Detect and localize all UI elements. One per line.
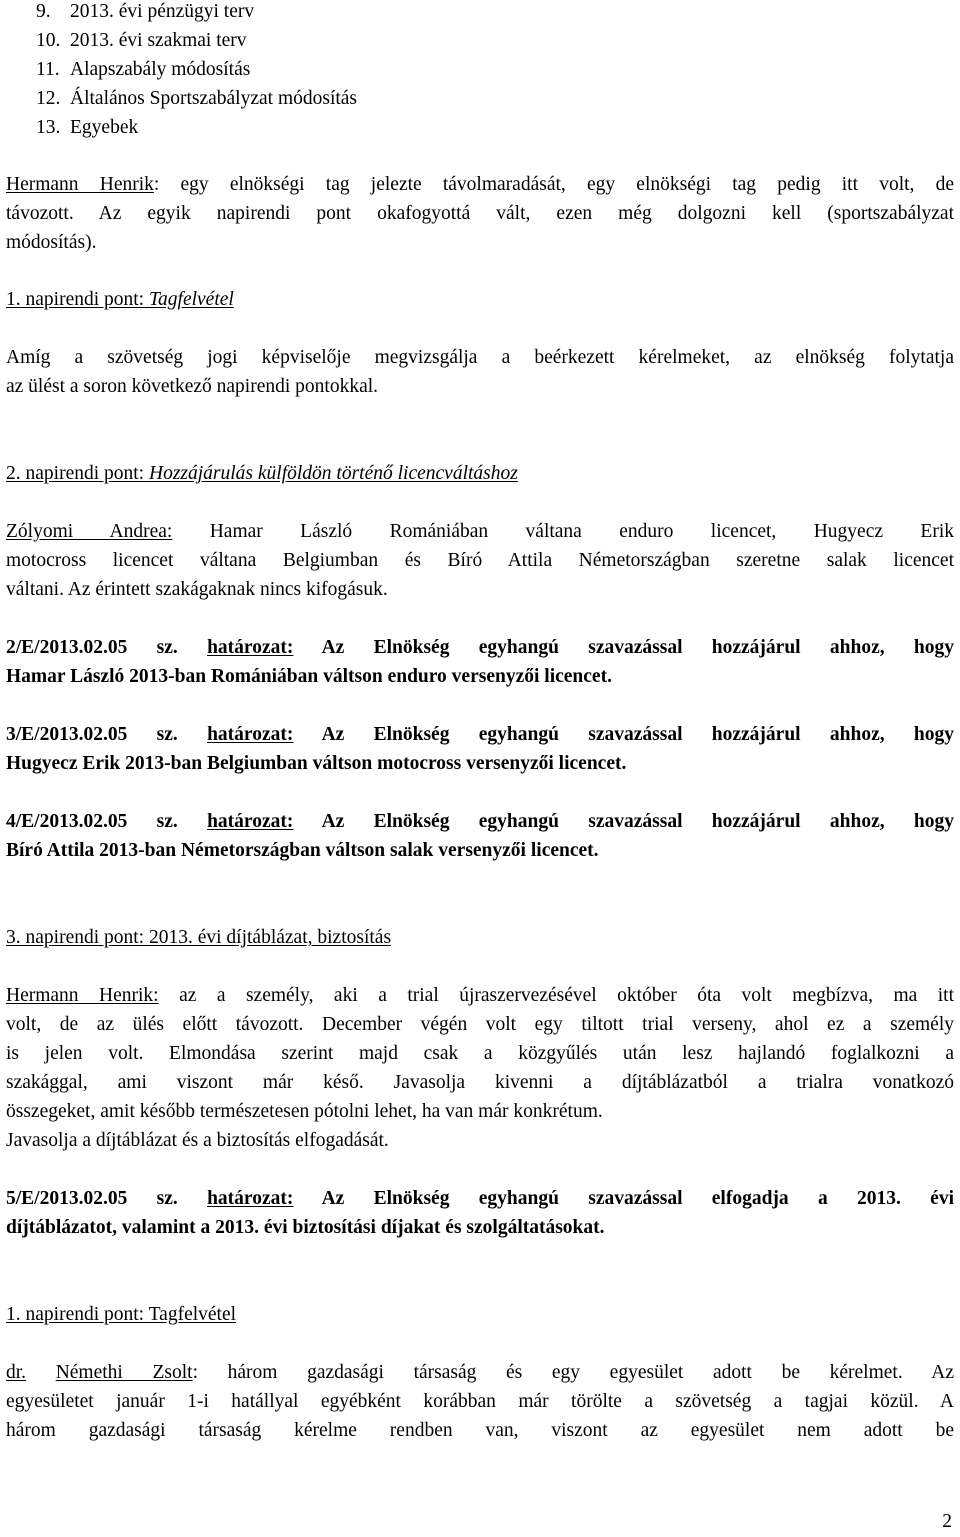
agenda-item: 11. Alapszabály módosítás — [36, 59, 251, 80]
speaker-name: Zólyomi Andrea: — [6, 521, 173, 542]
paragraph-line: Amíg a szövetség jogi képviselője megvizsgálja a beérkezett kérelmeket, az elnökség folytatja — [6, 347, 954, 368]
paragraph-line: Javasolja a díjtáblázat és a biztosítás elfogadását. — [6, 1130, 389, 1151]
paragraph-line: is jelen volt. Elmondása szerint majd csak a közgyűlés után lesz hajlandó foglalkozni a — [6, 1043, 954, 1064]
agenda-item: 12. Általános Sportszabályzat módosítás — [36, 88, 358, 109]
paragraph-line: szakággal, ami viszont már késő. Javasolja kivenni a díjtáblázatból a trialra vonatkozó — [6, 1072, 954, 1093]
intro-line: távozott. Az egyik napirendi pont okafogyottá vált, ezen még dolgozni kell (sportszabályzat — [6, 203, 954, 224]
resolution-line: Hugyecz Erik 2013-ban Belgiumban váltson motocross versenyzői licencet. — [6, 753, 627, 774]
paragraph-line: az ülést a soron következő napirendi pontokkal. — [6, 376, 379, 397]
paragraph-line: Hermann Henrik: az a személy, aki a trial újraszervezésével október óta volt megbízva, ma itt — [6, 985, 954, 1006]
speaker-name: Hermann Henrik: — [6, 985, 159, 1006]
paragraph-line: Zólyomi Andrea: Hamar László Romániában váltana enduro licencet, Hugyecz Erik — [6, 521, 954, 542]
resolution-line: 3/E/2013.02.05 sz. határozat: Az Elnökség egyhangú szavazással hozzájárul ahhoz, hogy — [6, 724, 954, 745]
agenda-item: 10. 2013. évi szakmai terv — [36, 30, 247, 51]
section-heading: 3. napirendi pont: 2013. évi díjtáblázat, biztosítás — [6, 927, 392, 948]
page-number: 2 — [942, 1511, 952, 1532]
speaker-name: Hermann Henrik — [6, 174, 154, 195]
speaker-name: Némethi Zsolt — [55, 1362, 193, 1383]
resolution-line: 5/E/2013.02.05 sz. határozat: Az Elnökség egyhangú szavazással elfogadja a 2013. évi — [6, 1188, 955, 1209]
paragraph-line: volt, de az ülés előtt távozott. December végén volt egy tiltott trial verseny, ahol ez a személy — [6, 1014, 954, 1035]
resolution-line: Hamar László 2013-ban Romániában váltson enduro versenyzői licencet. — [6, 666, 612, 687]
paragraph-line: egyesületet január 1-i hatállyal egyébként korábban már törölte a szövetség a tagjai közül. A — [6, 1391, 954, 1412]
resolution-line: díjtáblázatot, valamint a 2013. évi biztosítási díjakat és szolgáltatásokat. — [6, 1217, 605, 1238]
intro-line: módosítás). — [6, 232, 97, 253]
section-heading: 2. napirendi pont: Hozzájárulás külföldön történő licencváltáshoz — [6, 463, 518, 484]
agenda-item: 13. Egyebek — [36, 117, 139, 138]
paragraph-line: három gazdasági társaság kérelme rendben van, viszont az egyesület nem adott be — [6, 1420, 954, 1441]
paragraph-line: dr. Némethi Zsolt: három gazdasági társaság és egy egyesület adott be kérelmet. Az — [6, 1362, 954, 1383]
paragraph-line: váltani. Az érintett szakágaknak nincs kifogásuk. — [6, 579, 388, 600]
paragraph-line: motocross licencet váltana Belgiumban és Bíró Attila Németországban szeretne salak licencet — [6, 550, 954, 571]
speaker-prefix: dr. — [6, 1362, 27, 1383]
section-heading: 1. napirendi pont: Tagfelvétel — [6, 1304, 237, 1325]
resolution-line: 2/E/2013.02.05 sz. határozat: Az Elnökség egyhangú szavazással hozzájárul ahhoz, hogy — [6, 637, 954, 658]
section-heading: 1. napirendi pont: Tagfelvétel — [6, 289, 234, 310]
resolution-line: Bíró Attila 2013-ban Németországban váltson salak versenyzői licencet. — [6, 840, 599, 861]
paragraph-line: összegeket, amit később természetesen pótolni lehet, ha van már konkrétum. — [6, 1101, 603, 1122]
resolution-line: 4/E/2013.02.05 sz. határozat: Az Elnökség egyhangú szavazással hozzájárul ahhoz, hogy — [6, 811, 954, 832]
intro-line: Hermann Henrik: egy elnökségi tag jelezte távolmaradását, egy elnökségi tag pedig itt volt, de — [6, 174, 955, 195]
agenda-item: 9. 2013. évi pénzügyi terv — [36, 1, 255, 22]
